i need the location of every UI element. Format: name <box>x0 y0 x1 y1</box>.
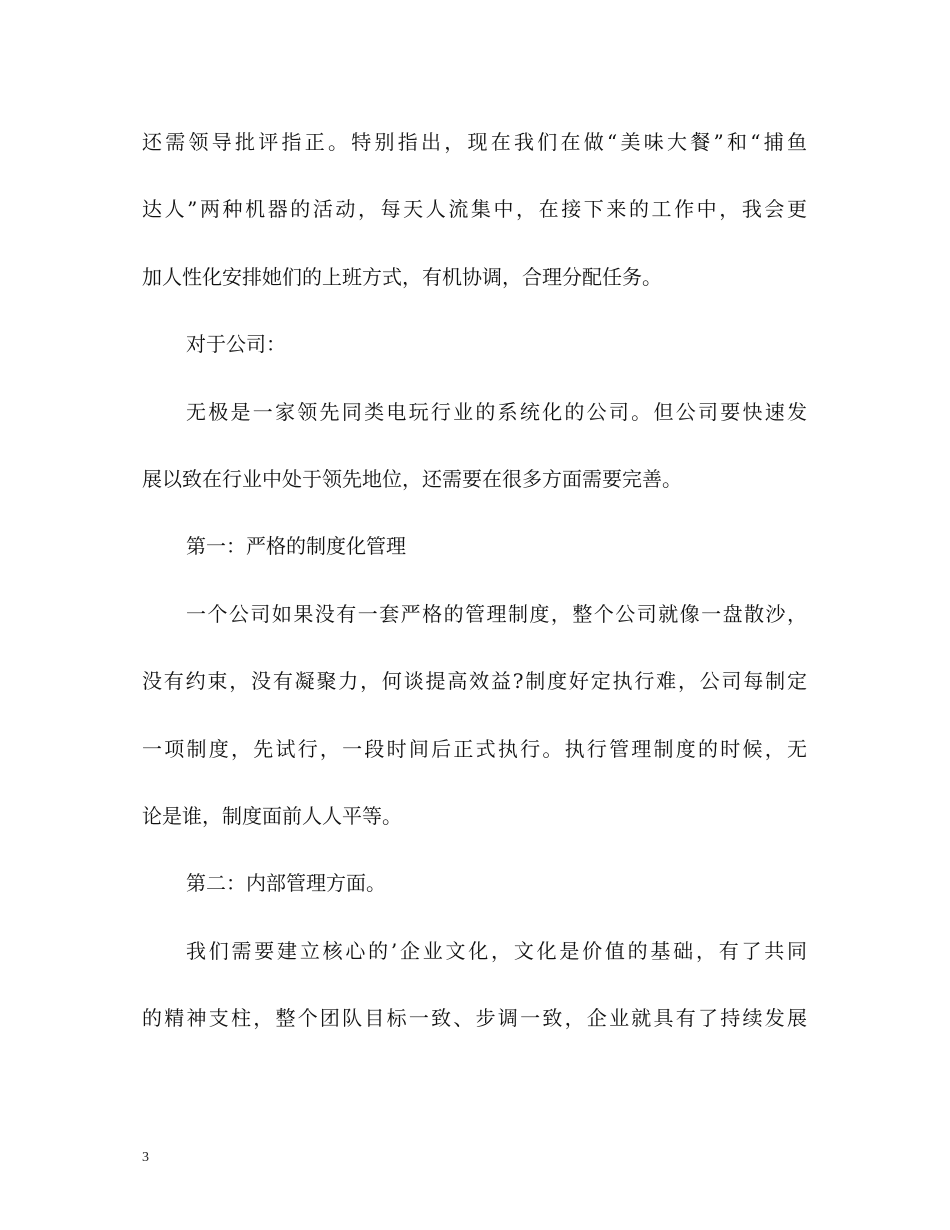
text-line-8 <box>142 594 807 661</box>
line-text: 展以致在行业中处于领先地位，还需要在很多方面需要完善。 <box>142 466 682 491</box>
page-number: 3 <box>142 1150 149 1165</box>
text-line-3 <box>142 257 807 324</box>
text-line-2 <box>142 189 807 256</box>
line-text: 第一：严格的制度化管理 <box>186 534 406 559</box>
text-line-5 <box>142 392 807 459</box>
line-text: 我们需要建立核心的’企业文化，文化是价值的基础，有了共同 <box>186 938 807 963</box>
line-text: 没有约束，没有凝聚力，何谈提高效益?制度好定执行难，公司每制定 <box>142 669 807 694</box>
text-line-11 <box>142 796 807 863</box>
line-text: 加人性化安排她们的上班方式，有机协调，合理分配任务。 <box>142 264 662 289</box>
text-line-10 <box>142 729 807 796</box>
text-line-6 <box>142 459 807 526</box>
line-text: 第二：内部管理方面。 <box>186 871 386 896</box>
line-text: 一个公司如果没有一套严格的管理制度，整个公司就像一盘散沙， <box>186 601 807 626</box>
body-text <box>142 122 807 1065</box>
text-line-1 <box>142 122 807 189</box>
line-text: 对于公司： <box>186 332 286 357</box>
text-line-7 <box>142 526 807 593</box>
line-text: 论是谁，制度面前人人平等。 <box>142 803 402 828</box>
line-text: 无极是一家领先同类电玩行业的系统化的公司。但公司要快速发 <box>186 399 807 424</box>
line-text: 还需领导批评指正。特别指出，现在我们在做“美味大餐”和“捕鱼 <box>142 130 807 154</box>
text-line-14 <box>142 998 807 1065</box>
text-line-13 <box>142 931 807 998</box>
line-text: 达人”两种机器的活动，每天人流集中，在接下来的工作中，我会更 <box>142 197 807 222</box>
text-line-4 <box>142 324 807 391</box>
line-text: 一项制度，先试行，一段时间后正式执行。执行管理制度的时候，无 <box>142 736 807 761</box>
line-text: 的精神支柱，整个团队目标一致、步调一致，企业就具有了持续发展 <box>142 1006 807 1031</box>
text-line-9 <box>142 661 807 728</box>
text-line-12 <box>142 863 807 930</box>
